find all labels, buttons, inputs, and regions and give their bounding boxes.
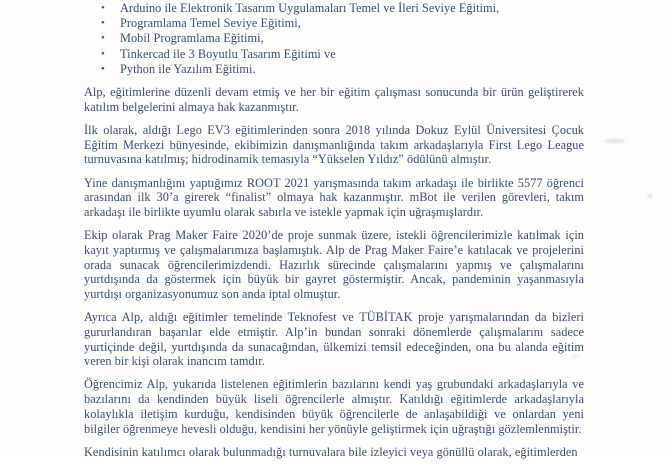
bullet-icon: • [101, 17, 105, 30]
bullet-item-label: Tinkercad ile 3 Boyutlu Tasarım Eğitimi ve [120, 46, 336, 61]
bullet-icon: • [101, 47, 105, 60]
paragraph-certificates: Alp, eğitimlerine düzenli devam etmiş ve her bir eğitim çalışması sonucunda bir ürün geliştirerek katılım belgelerini almaya hak kazanmıştır. [84, 85, 584, 114]
bullet-item-tinkercad [84, 47, 584, 62]
bullet-item-label: Python ile Yazılım Eğitimi. [120, 61, 256, 76]
bullet-item-python [84, 62, 584, 77]
scan-artifact [605, 139, 625, 143]
bullet-item-programlama [84, 16, 584, 31]
bullet-icon: • [101, 62, 105, 75]
paragraph-teknofest-tubitak: Ayrıca Alp, aldığı eğitimler temelinde Teknofest ve TÜBİTAK proje yarışmalarından da bizleri gururlandıran başarılar elde etmiştir. Alp’in bundan sonraki dönemlerde çalışmalarını sadece yurtiçinde değil, yurtdışında da sunacağından, ülkemizi temsil edeceğinden, ona bu alanda eğitim veren bir kişi olarak inancım tamdır. [84, 310, 584, 369]
paragraph-volunteering-cutoff: Kendisinin katılımcı olarak bulunmadığı turnuvalara bile izleyici veya gönüllü olarak, eğitimlerden [84, 444, 578, 459]
bullet-icon: • [101, 32, 105, 45]
bullet-item-arduino [84, 1, 584, 16]
scan-artifact [648, 194, 652, 198]
bullet-item-label: Mobil Programlama Eğitimi, [120, 31, 264, 46]
bullet-item-label: Arduino ile Elektronik Tasarım Uygulamaları Temel ve İleri Seviye Eğitimi, [120, 1, 500, 15]
paragraph-prag-maker-faire: Ekip olarak Prag Maker Faire 2020’de proje sunmak üzere, istekli öğrencilerimizle katılmak için kayıt yaptırmış ve çalışmalarımıza başlamıştık. Alp de Prag Maker Faire’e katılacak ve projelerini orada sunacak öğrencilerimizdendi. Hazırlık sürecinde çalışmalarını yapmış ve çalışmalarını yurtdışında da göstermek için büyük bir gayret göstermiştir. Ancak, pandeminin yaşanmasıyla yurtdışı organizasyonumuz son anda iptal olmuştur. [84, 228, 584, 301]
document-text-block [84, 0, 584, 468]
bullet-icon: • [101, 2, 105, 14]
paragraph-student-observations: Öğrencimiz Alp, yukarıda listelenen eğitimlerin bazılarını kendi yaş grubundaki arkadaşlarıyla ve bazılarını da kendinden büyük liseli öğrencilerle almıştır. Katıldığı eğitimlerde arkadaşlarıyla kolaylıkla iletişim kurduğu, kendisinden büyük öğrencilerle de anlaşabildiği ve onlardan yeni bilgiler öğrenmeye hevesli olduğu, kendisini her yönüyle geliştirmek için uğraştığı gözlemlenmiştir. [84, 377, 584, 436]
bullet-item-mobil [84, 31, 584, 46]
scan-artifact [570, 355, 580, 358]
paragraph-first-lego-league: İlk olarak, aldığı Lego EV3 eğitimlerinden sonra 2018 yılında Dokuz Eylül Üniversitesi Çocuk Eğitim Merkezi bünyesinde, ekibimizin danışmanlığında takım arkadaşlarıyla First Lego League turnuvasına katılmış; hidrodinamik temasıyla “Yükselen Yıldız” ödülünü almıştır. [84, 122, 584, 167]
bullet-item-label: Programlama Temel Seviye Eğitimi, [120, 16, 301, 31]
training-bullet-list [84, 1, 584, 77]
paragraph-root-2021: Yine danışmanlığını yaptığımız ROOT 2021 yarışmasında takım arkadaşı ile birlikte 5577 öğrenci arasından ilk 30’a girerek “finalist” olmaya hak kazanmıştır. mBot ile verilen görevleri, takım arkadaşı ile birlikte uyumlu olarak sabırla ve istekle yapmak için uğraşmışlardır. [84, 175, 584, 219]
